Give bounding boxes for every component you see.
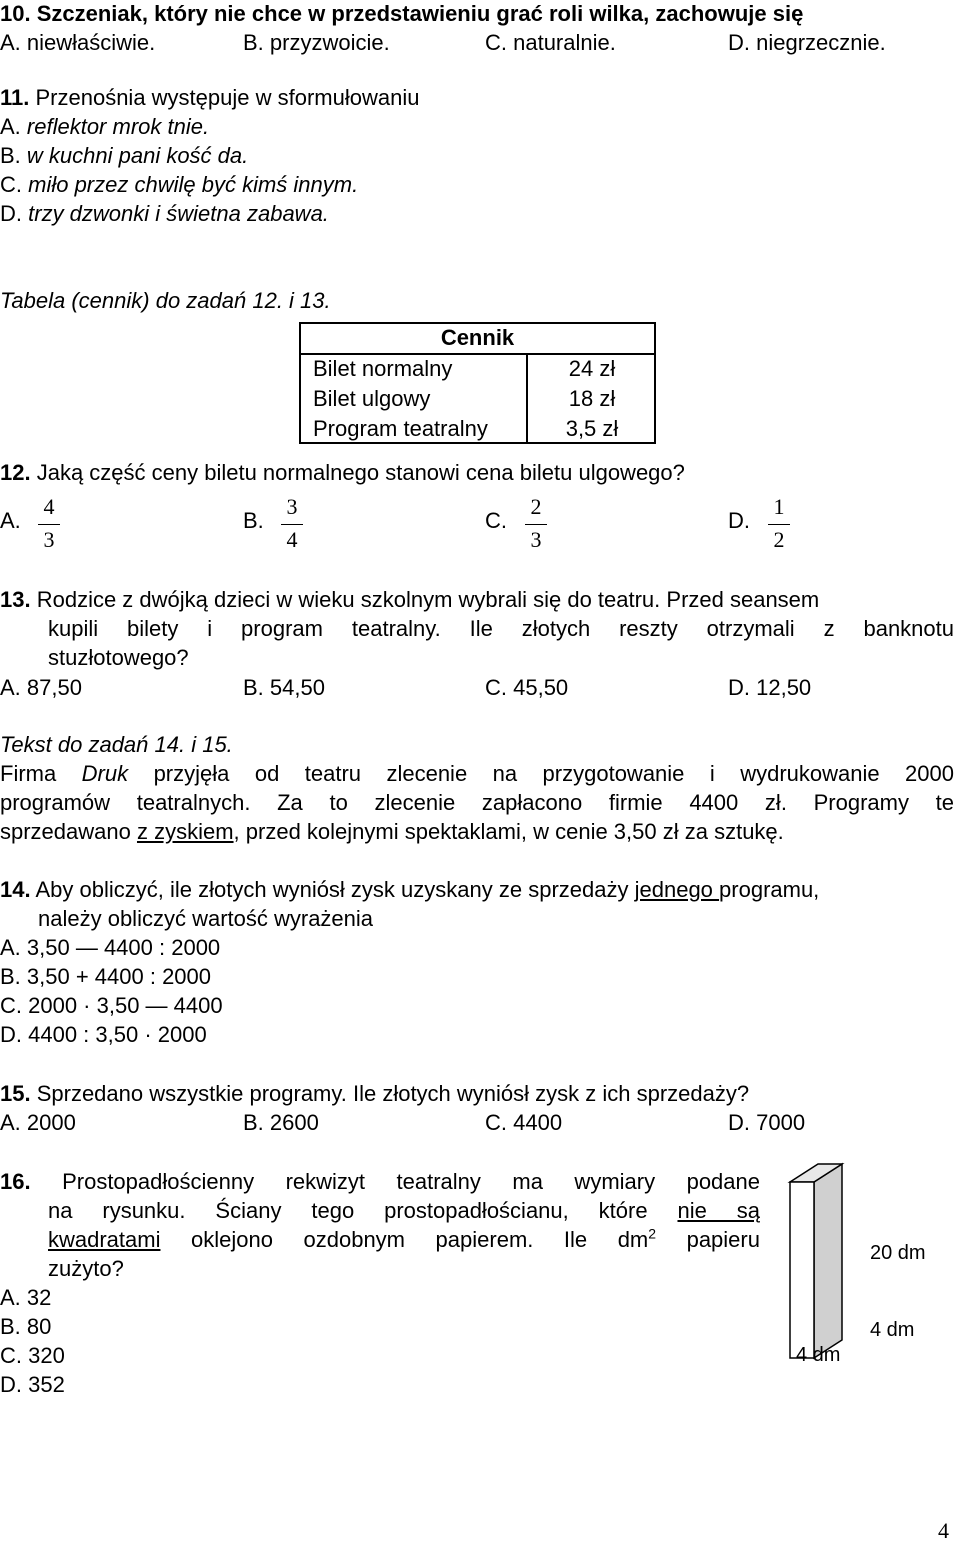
text-intro: Tekst do zadań 14. i 15. <box>0 732 233 757</box>
q11-stem: 11. Przenośnia występuje w sformułowaniu <box>0 85 420 110</box>
q10-stem: 10. Szczeniak, który nie chce w przedstawieniu grać roli wilka, zachowuje się <box>0 1 804 26</box>
q16-option-d: D. 352 <box>0 1372 65 1397</box>
q15-stem: 15. Sprzedano wszystkie programy. Ile złotych wyniósł zysk z ich sprzedaży? <box>0 1081 750 1106</box>
q12-option-c-letter: C. <box>485 508 507 533</box>
q12-option-b-letter: B. <box>243 508 264 533</box>
page-number: 4 <box>938 1518 949 1543</box>
fraction-bar <box>768 524 790 525</box>
q13-option-d: D. 12,50 <box>728 675 812 700</box>
q15-option-b: B. 2600 <box>243 1110 319 1135</box>
fraction-bar <box>525 524 547 525</box>
q13-stem-line3: stuzłotowego? <box>48 645 189 670</box>
q12-option-d-letter: D. <box>728 508 750 533</box>
price-row-label: Bilet ulgowy <box>313 386 431 411</box>
q13-option-a: A. 87,50 <box>0 675 82 700</box>
q16-option-b: B. 80 <box>0 1314 52 1339</box>
cuboid-front-face <box>790 1182 814 1358</box>
price-row-value: 18 zł <box>568 386 616 411</box>
q16-stem-line3: kwadratami oklejono ozdobnym papierem. Ile $dm^2$ papieru <box>48 1225 760 1252</box>
dimension-label-width: 4 dm <box>796 1344 841 1366</box>
passage-line3: sprzedawano z zyskiem, przed kolejnymi spektaklami, w cenie 3,50 zł za sztukę. <box>0 819 784 844</box>
q12-stem: 12. Jaką część ceny biletu normalnego stanowi cena biletu ulgowego? <box>0 460 685 485</box>
dimension-label-height: 20 dm <box>870 1242 926 1264</box>
q10-option-c: C. naturalnie. <box>485 30 616 55</box>
q10-option-a: A. niewłaściwie. <box>0 30 156 55</box>
price-row-value: 24 zł <box>568 356 616 381</box>
price-table-header: Cennik <box>440 325 515 350</box>
q12-option-a-letter: A. <box>0 508 21 533</box>
q14-option-c: C. 2000 · 3,50 — 4400 <box>0 993 223 1018</box>
table-intro: Tabela (cennik) do zadań 12. i 13. <box>0 288 331 313</box>
q13-option-b: B. 54,50 <box>243 675 325 700</box>
price-row-label: Program teatralny <box>313 416 488 441</box>
price-row-label: Bilet normalny <box>313 356 453 381</box>
q16-stem-line1: 16. Prostopadłościenny rekwizyt teatralny ma wymiary podane <box>0 1169 760 1194</box>
cuboid-side-face <box>814 1164 842 1358</box>
q11-option-b: B. w kuchni pani kość da. <box>0 143 249 168</box>
q13-stem-line2: kupili bilety i program teatralny. Ile złotych reszty otrzymali z banknotu <box>48 616 954 641</box>
q16-stem-line4: zużyto? <box>48 1256 124 1281</box>
q14-option-d: D. 4400 : 3,50 · 2000 <box>0 1022 207 1047</box>
q14-option-b: B. 3,50 + 4400 : 2000 <box>0 964 212 989</box>
worksheet-page: 10. Szczeniak, który nie chce w przedstawieniu grać roli wilka, zachowuje się A. niewłaściwie. B. przyzwoicie. C. naturalnie. D. niegrzecznie. 11. Przenośnia występuje w sformułowaniu A. reflektor mrok tnie. B. w kuchni pani kość da. C. miło przez chwilę być kimś innym. D. trzy dzwonki i świetna zabawa. Tabela (cennik) do zadań 12. i 13. Cennik Bilet normalny 24 zł Bilet ulgowy 18 zł Program teatralny 3,5 zł 12. Jaką część ceny biletu normalnego stanowi cena biletu ulgowego? A. 4 3 B. 3 4 C. 2 3 D. 1 2 13. Rodzice z dwójką dzieci w wieku szkolnym wybrali się do teatru. Przed seansem kupili bilety i program teatralny. Ile złotych reszty otrzymali z banknotu stuzłotowego? A. 87,50 B. 54,50 C. 45,50 D. 12,50 Tekst do zadań 14. i 15. Firma Druk przyjęła od teatru zlecenie na przygotowanie i wydrukowanie 2000 programów teatralnych. Za to zlecenie zapłacono firmie 4400 zł. Programy te sprzedawano z zyskiem, przed kolejnymi spektaklami, w cenie 3,50 zł za sztukę. 14. Aby obliczyć, ile złotych wyniósł zysk uzyskany ze sprzedaży jednego programu, należy obliczyć wartość wyrażenia A. 3,50 — 4400 : 2000 B. 3,50 + 4400 : 2000 C. 2000 · 3,50 — 4400 D. 4400 : 3,50 · 2000 15. Sprzedano wszystkie programy. Ile złotych wyniósł zysk z ich sprzedaży? A. 2000 B. 2600 C. 4400 D. 7000 16. Prostopadłościenny rekwizyt teatralny ma wymiary podane na rysunku. Ściany tego prostopadłościanu, które nie są kwadratami oklejono ozdobnym papierem. Ile $dm^2$ papieru zużyto? A. 32 B. 80 C. 320 D. 352 20 dm 4 dm 4 dm 4 <box>0 0 960 1543</box>
q14-option-a: A. 3,50 — 4400 : 2000 <box>0 935 221 960</box>
price-table <box>299 322 656 444</box>
q10-option-b: B. przyzwoicie. <box>243 30 390 55</box>
q16-stem-line2: na rysunku. Ściany tego prostopadłościanu, które nie są <box>48 1198 760 1223</box>
q16-option-c: C. 320 <box>0 1343 65 1368</box>
q15-option-a: A. 2000 <box>0 1110 76 1135</box>
q15-option-d: D. 7000 <box>728 1110 806 1135</box>
q16-option-a: A. 32 <box>0 1285 52 1310</box>
fraction-bar <box>281 524 303 525</box>
q11-option-c: C. miło przez chwilę być kimś innym. <box>0 172 359 197</box>
passage-line1: Firma Druk przyjęła od teatru zlecenie na przygotowanie i wydrukowanie 2000 <box>0 761 955 786</box>
q13-option-c: C. 45,50 <box>485 675 569 700</box>
q10-option-d: D. niegrzecznie. <box>728 30 886 55</box>
q11-option-a: A. reflektor mrok tnie. <box>0 114 210 139</box>
dimension-label-depth: 4 dm <box>870 1319 915 1341</box>
q11-option-d: D. trzy dzwonki i świetna zabawa. <box>0 201 329 226</box>
price-row-value: 3,5 zł <box>565 416 619 441</box>
q13-stem-line1: 13. Rodzice z dwójką dzieci w wieku szkolnym wybrali się do teatru. Przed seansem <box>0 587 820 612</box>
fraction-bar <box>38 524 60 525</box>
passage-line2: programów teatralnych. Za to zlecenie zapłacono firmie 4400 zł. Programy te <box>0 790 954 815</box>
q14-stem-line2: należy obliczyć wartość wyrażenia <box>38 906 374 931</box>
q14-stem-line1: 14. Aby obliczyć, ile złotych wyniósł zysk uzyskany ze sprzedaży jednego programu, <box>0 877 820 902</box>
q15-option-c: C. 4400 <box>485 1110 563 1135</box>
